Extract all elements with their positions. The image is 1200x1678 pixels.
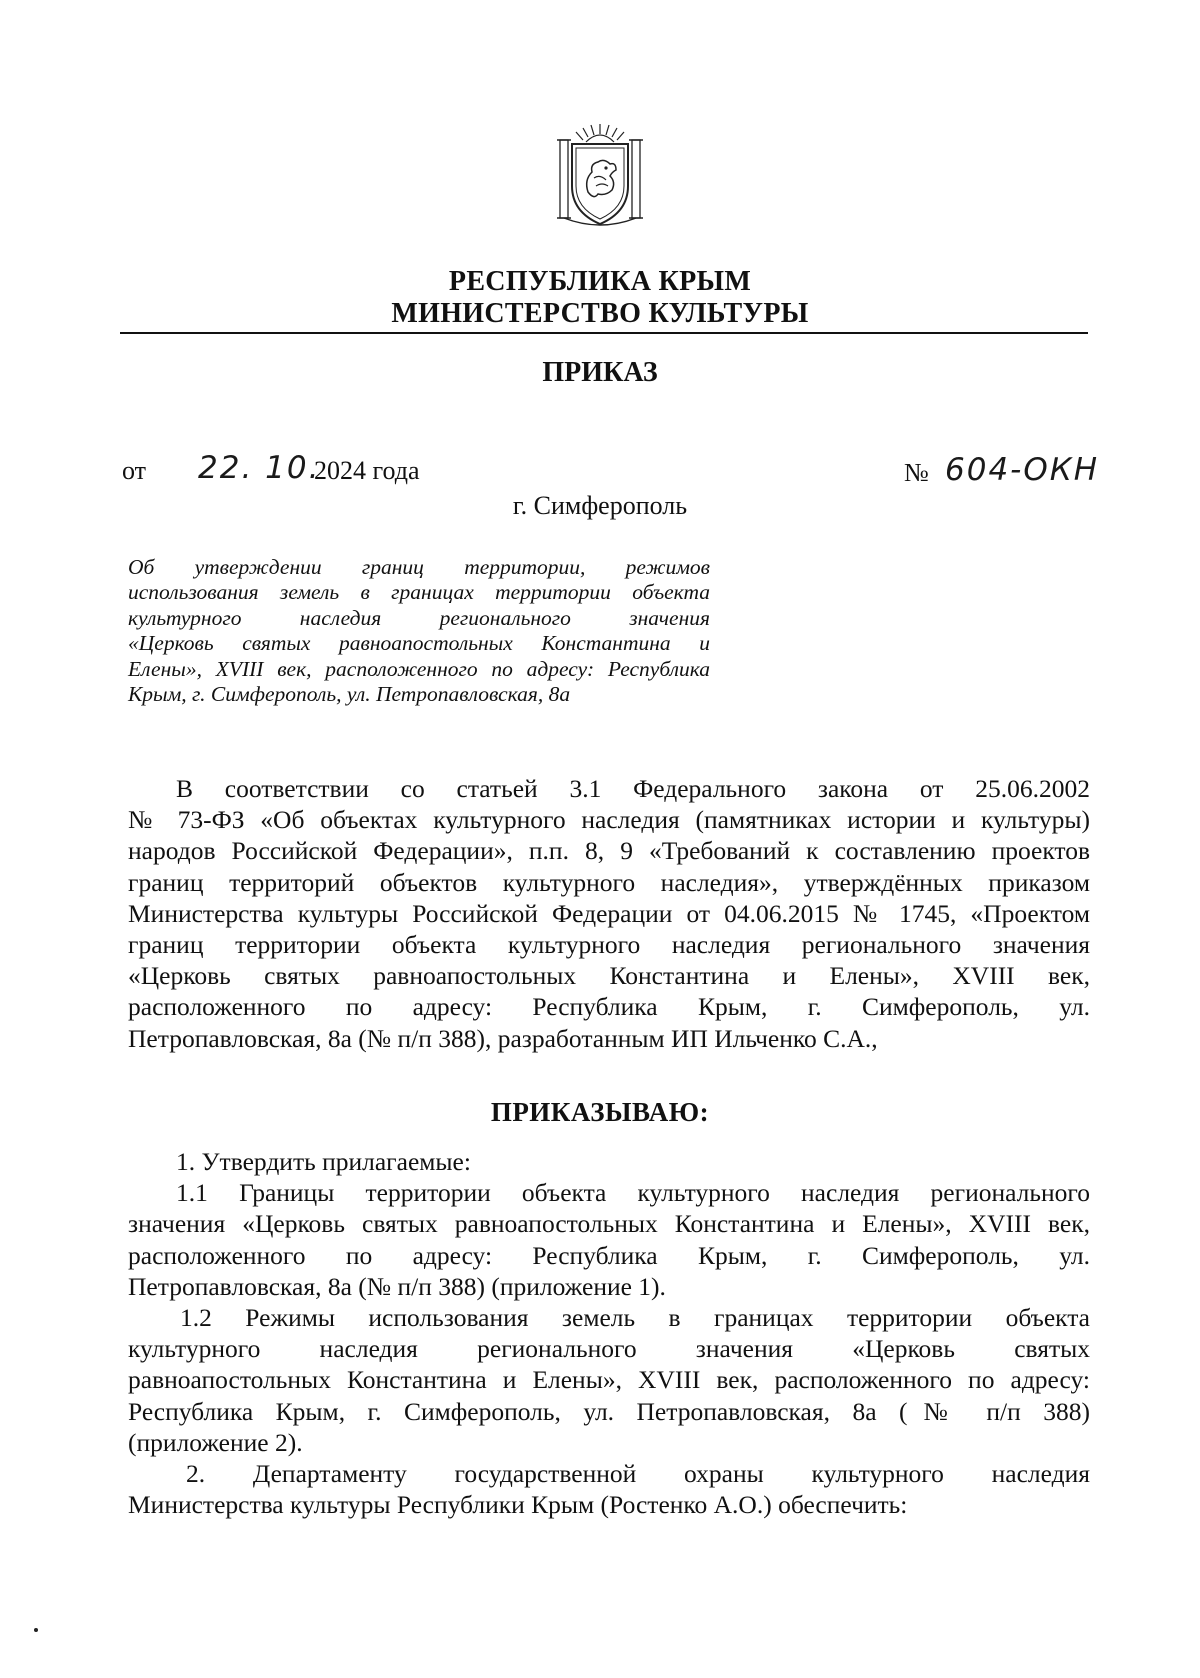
order-point-line: культурного наследия регионального значения «Церковь святых [128, 1334, 1090, 1364]
crimea-coat-of-arms-icon [554, 120, 646, 230]
order-point-line: расположенного по адресу: Республика Крым, г. Симферополь, ул. [128, 1240, 1090, 1270]
subject-line: Елены», XVIII век, расположенного по адресу: Республика [128, 656, 710, 681]
header-divider [120, 332, 1088, 334]
preamble-line: В соответствии со статьей 3.1 Федерального закона от 25.06.2002 [176, 774, 1090, 803]
preamble-line: народов Российской Федерации», п.п. 8, 9 «Требований к составлению проектов [128, 836, 1090, 866]
number-prefix: № [904, 458, 929, 487]
subject-line: Крым, г. Симферополь, ул. Петропавловская, 8а [128, 682, 571, 707]
subject-line: использования земель в границах территории объекта [128, 580, 710, 605]
handwritten-order-number: 604-ОКН [945, 452, 1100, 488]
order-point-line: равноапостольных Константина и Елены», XVIII век, расположенного по адресу: [128, 1365, 1090, 1395]
preamble-line: границ территории объекта культурного наследия регионального значения [128, 930, 1090, 960]
order-point-line: Петропавловская, 8а (№ п/п 388) (приложение 1). [128, 1271, 666, 1301]
order-point-line: 1.2 Режимы использования земель в границах территории объекта [180, 1303, 1090, 1333]
scan-artifact [34, 1628, 38, 1632]
order-points [128, 1146, 1090, 1520]
preamble-paragraph [128, 773, 1090, 1054]
order-point-line: 1. Утвердить прилагаемые: [176, 1147, 471, 1176]
preamble-line: расположенного по адресу: Республика Крым, г. Симферополь, ул. [128, 992, 1090, 1022]
ministry-heading: МИНИСТЕРСТВО КУЛЬТУРЫ [391, 298, 809, 329]
subject-line: Об утверждении границ территории, режимов [128, 555, 710, 579]
preamble-line: Министерства культуры Российской Федерации от 04.06.2015 № 1745, «Проектом [128, 898, 1090, 928]
preamble-line: Петропавловская, 8а (№ п/п 388), разработанным ИП Ильченко С.А., [128, 1023, 878, 1053]
preamble-line: границ территорий объектов культурного наследия», утверждённых приказом [128, 867, 1090, 897]
order-point-line: Министерства культуры Республики Крым (Ростенко А.О.) обеспечить: [128, 1490, 908, 1520]
subject-line: «Церковь святых равноапостольных Константина и [128, 631, 710, 656]
handwritten-date: 22. 10. [198, 450, 321, 486]
decree-heading: ПРИКАЗЫВАЮ: [490, 1097, 710, 1127]
preamble-line: № 73-ФЗ «Об объектах культурного наследия (памятниках истории и культуры) [128, 805, 1090, 835]
republic-heading: РЕСПУБЛИКА КРЫМ [448, 266, 752, 297]
order-point-line: (приложение 2). [128, 1427, 303, 1457]
preamble-line: «Церковь святых равноапостольных Константина и Елены», XVIII век, [128, 961, 1090, 991]
order-point-line: Республика Крым, г. Симферополь, ул. Петропавловская, 8а (№ п/п 388) [128, 1396, 1090, 1426]
order-title: ПРИКАЗ [542, 357, 658, 388]
city-line: г. Симферополь [512, 491, 688, 520]
order-point-line: значения «Церковь святых равноапостольных Константина и Елены», XVIII век, [128, 1209, 1090, 1239]
date-prefix: от [122, 456, 147, 485]
date-year: 2024 года [314, 456, 420, 485]
order-point-line: 1.1 Границы территории объекта культурного наследия регионального [176, 1178, 1090, 1208]
order-point-line: 2. Департаменту государственной охраны культурного наследия [186, 1459, 1090, 1489]
order-subject [128, 555, 710, 707]
subject-line: культурного наследия регионального значения [128, 605, 710, 630]
